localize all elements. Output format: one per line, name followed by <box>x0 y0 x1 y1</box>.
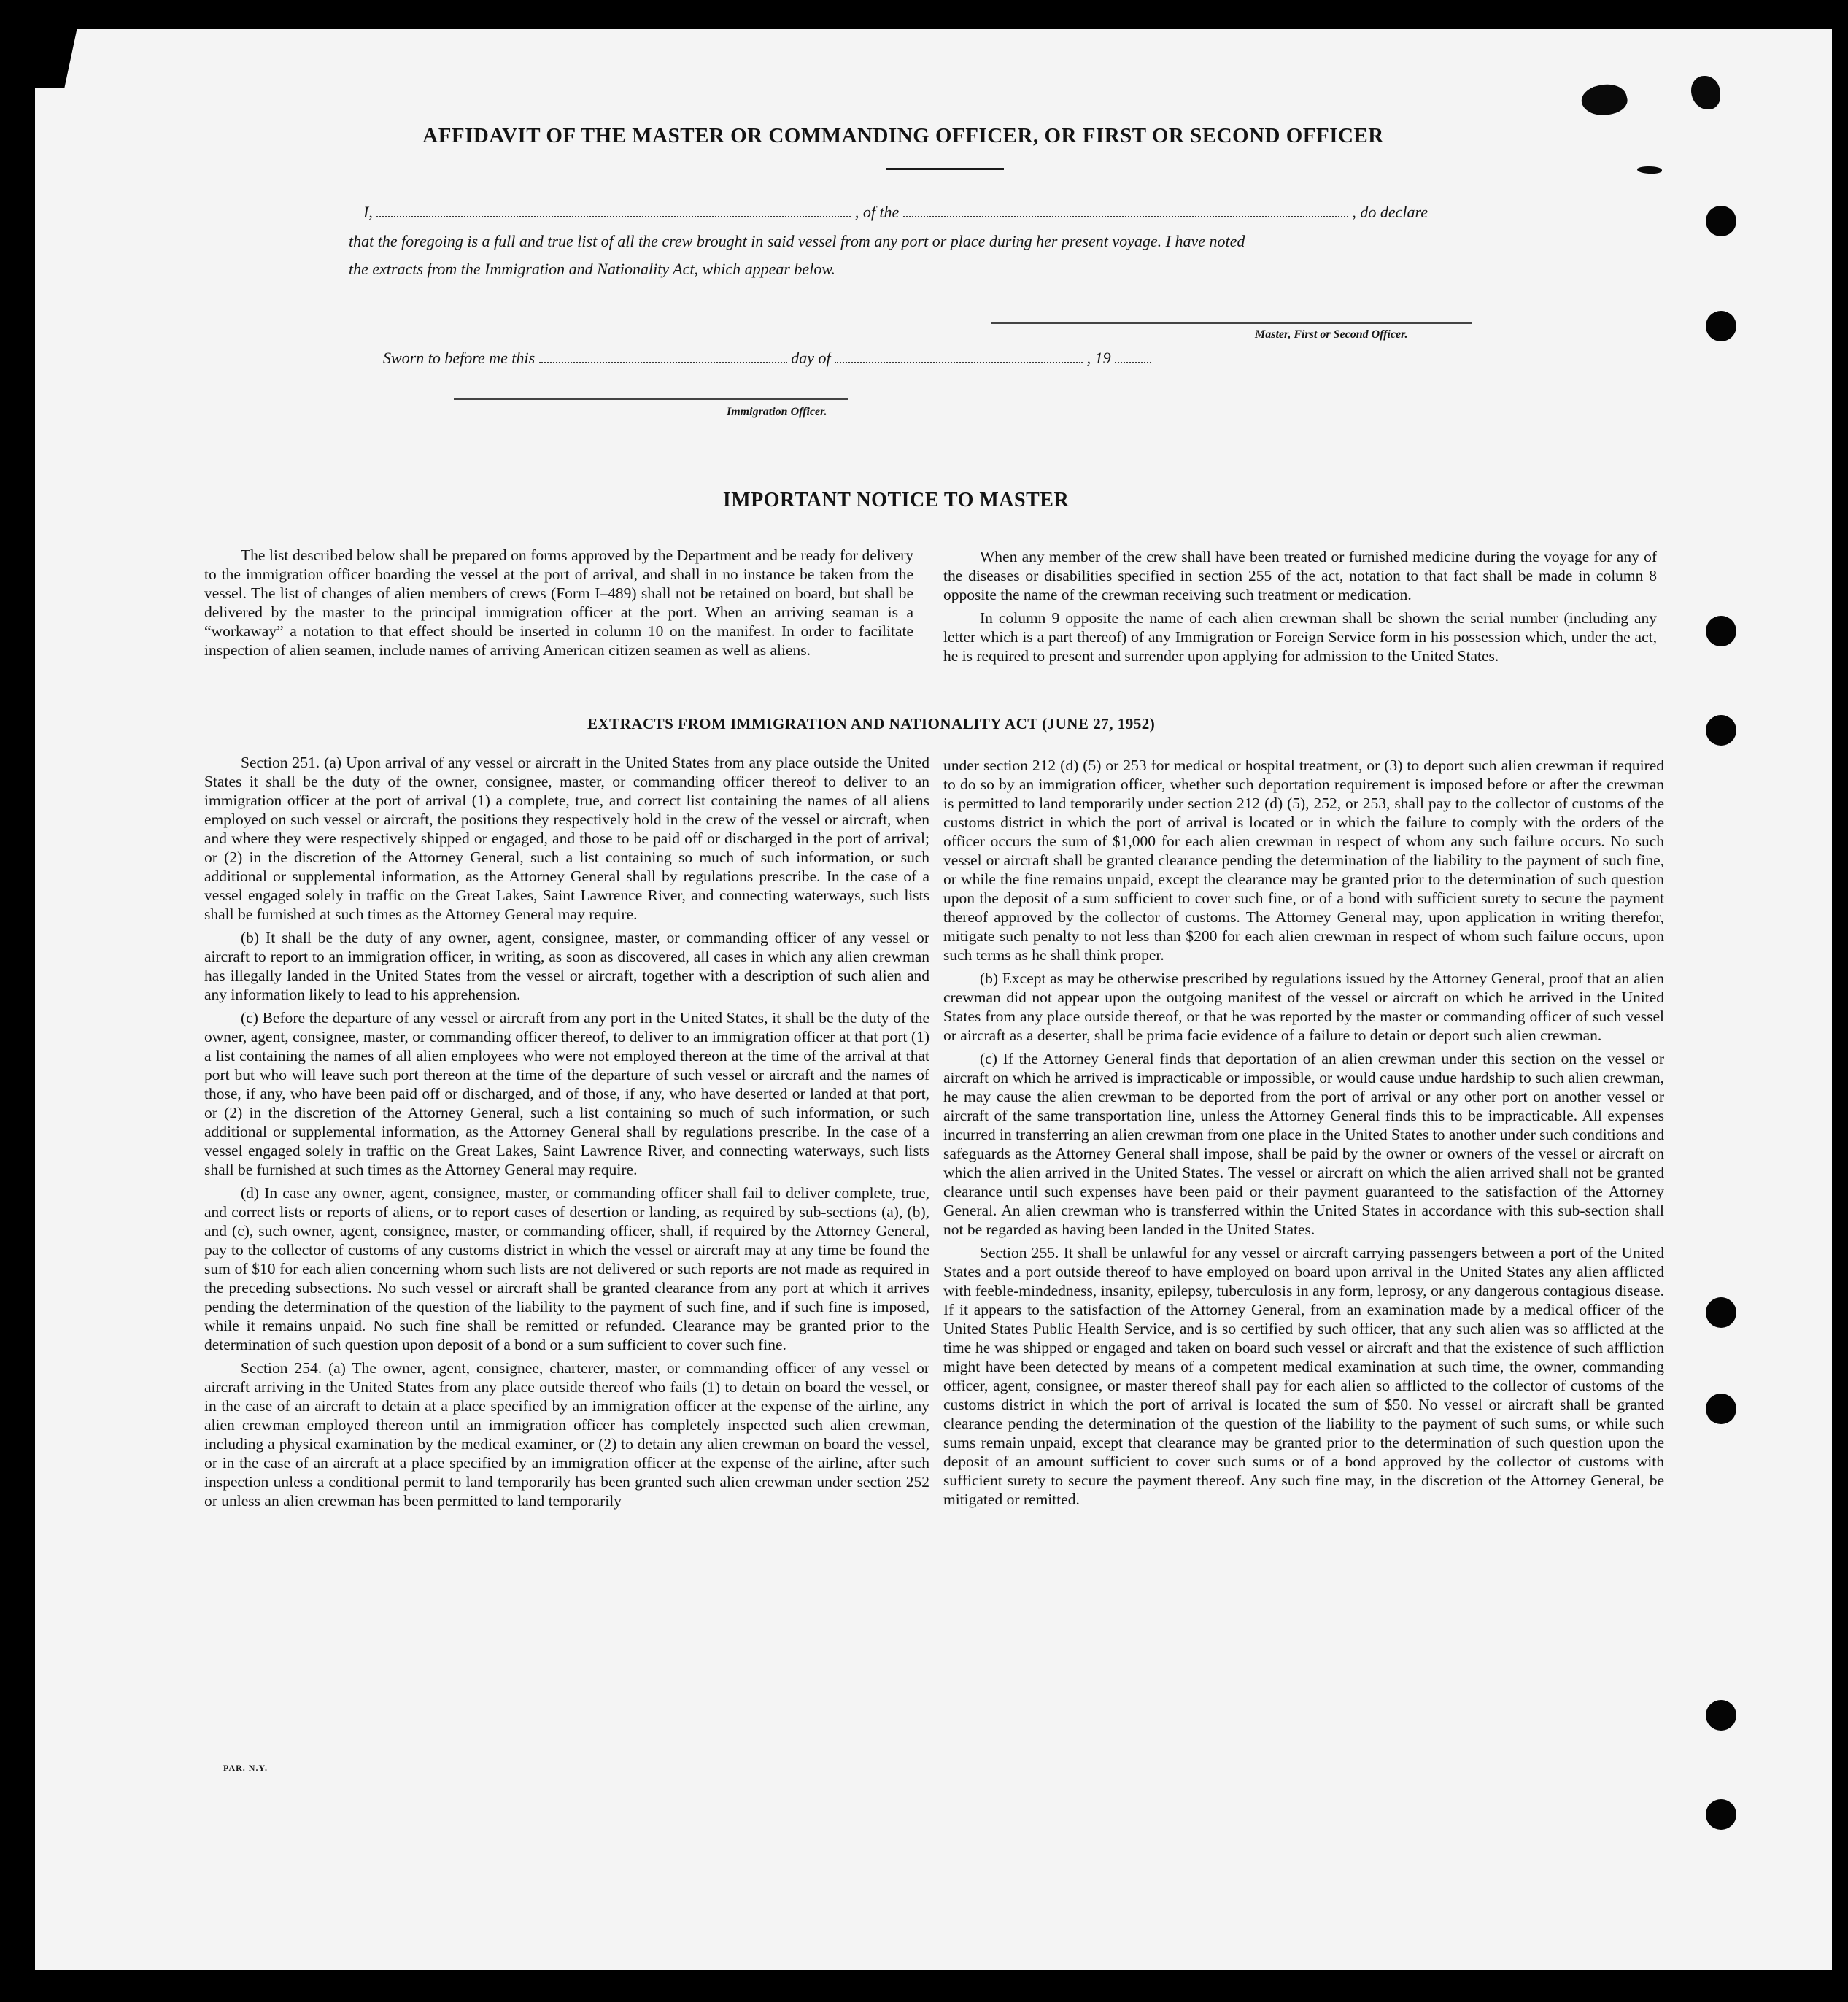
notice-title: IMPORTANT NOTICE TO MASTER <box>722 489 1070 511</box>
master-caption: Master, First or Second Officer. <box>1255 328 1408 341</box>
master-signature-line[interactable] <box>991 322 1472 324</box>
extract-paragraph: Section 251. (a) Upon arrival of any vessel or aircraft in the United States from any place outside the United States it shall be the duty of the owner, consignee, master, or commanding officer thereof to deliver to an immigration officer at the port of arrival (1) a complete, true, and correct list containing the names of all aliens employed on such vessel or aircraft, the positions they respectively hold in the crew of the vessel or aircraft, when and where they were respectively shipped or engaged, and those to be paid off or discharged in the port of arrival; or (2) in the discretion of the Attorney General, such a list containing so much of such information, or such additional or supplemental information, as the Attorney General shall by regulations prescribe. In the case of a vessel engaged solely in traffic on the Great Lakes, Saint Lawrence River, and connecting waterways, such lists shall be furnished at such times as the Attorney General may require. <box>204 754 929 923</box>
extract-paragraph: (b) It shall be the duty of any owner, agent, consignee, master, or commanding officer of any vessel or aircraft to report to an immigration officer, in writing, as soon as discovered, all cases in which any alien crewman has illegally landed in the United States from the vessel or aircraft, together with a description of such alien and any information likely to lead to his apprehension. <box>204 929 929 1003</box>
notice-right-paragraph-1: When any member of the crew shall have been treated or furnished medicine during the voyage for any of the diseases or disabilities specified in section 255 of the act, notation to that fact shall be made in column 8 opposite the name of the crewman receiving such treatment or medication. <box>943 548 1657 603</box>
binder-hole <box>1706 616 1736 646</box>
extracts-left-column <box>204 753 929 1515</box>
binder-hole <box>1706 715 1736 746</box>
binder-hole <box>1706 1394 1736 1424</box>
binder-hole <box>1706 206 1736 236</box>
officer-signature-line[interactable] <box>454 398 848 400</box>
vessel-field[interactable] <box>903 203 1348 217</box>
extract-paragraph: (c) Before the departure of any vessel or aircraft from any port in the United States, it shall be the duty of the owner, agent, consignee, master, or commanding officer thereof, to deliver to an immigration officer at that port (1) a list containing the names of all alien employees who were not employed thereon at the time of the arrival at that port but who will leave such port thereon at the time of the departure of such vessel or aircraft and the names of those, if any, who have been paid off or discharged, and of those, if any, who have deserted or landed at that port, or (2) in the discretion of the Attorney General, such a list containing so much of such information, or such additional or supplemental information, as the Attorney General shall by regulations prescribe. In the case of a vessel engaged solely in traffic on the Great Lakes, Saint Lawrence River, and connecting waterways, such lists shall be furnished at such times as the Attorney General may require. <box>204 1009 929 1178</box>
binder-hole <box>1706 1700 1736 1731</box>
line1-end: , do declare <box>1352 203 1428 221</box>
sworn-mid: day of <box>791 349 831 367</box>
sworn-year-field[interactable] <box>1115 349 1151 363</box>
sworn-end: , 19 <box>1086 349 1111 367</box>
declaration-line-2: that the foregoing is a full and true list of all the crew brought in said vessel from any port or place during her present voyage. I have noted <box>349 232 1245 250</box>
extract-paragraph: (c) If the Attorney General finds that deportation of an alien crewman under this section on the vessel or aircraft on which he arrived is impracticable or impossible, or would cause undue hardship to such alien crewman, he may cause the alien crewman to be deported from the port of arrival or any other port on another vessel or aircraft of the same transportation line, unless the Attorney General finds this to be impracticable. All expenses incurred in transferring an alien crewman from one place in the United States to another under such conditions and safeguards as the Attorney General shall impose, shall be paid by the owner or owners of the vessel or aircraft on which the alien arrived in the United States. The vessel or aircraft on which the alien arrived shall not be granted clearance until such expenses have been paid or their payment guaranteed to the satisfaction of the Attorney General. An alien crewman who is transferred within the United States in accordance with this sub-section shall not be regarded as having been landed in the United States. <box>943 1050 1664 1238</box>
binder-hole <box>1706 311 1736 341</box>
extracts-title: EXTRACTS FROM IMMIGRATION AND NATIONALITY ACT (JUNE 27, 1952) <box>587 715 1156 733</box>
declaration-line-3: the extracts from the Immigration and Nationality Act, which appear below. <box>349 260 835 278</box>
line1-start: I, <box>363 203 373 221</box>
extract-paragraph: (d) In case any owner, agent, consignee, master, or commanding officer shall fail to deliver complete, true, and correct lists or reports of aliens, or to report cases of desertion or landing, as required by sub-sections (a), (b), and (c), such owner, agent, consignee, master, or commanding officer, shall, if required by the Attorney General, pay to the collector of customs of any customs district in which the vessel or aircraft may at any time be found the sum of $10 for each alien concerning whom such lists are not delivered or such reports are not made as required in the preceding subsections. No such vessel or aircraft shall be granted clearance from any port at which it arrives pending the determination of the question of the liability to the payment of such fine, and if such fine is imposed, while it remains unpaid. No such fine shall be remitted or refunded. Clearance may be granted prior to the determination of such question upon deposit of a bond or a sum sufficient to cover such fine. <box>204 1184 929 1353</box>
notice-right-column <box>943 547 1657 670</box>
ink-blot <box>1579 80 1629 120</box>
declarant-line <box>363 203 1509 222</box>
sworn-month-field[interactable] <box>835 349 1083 363</box>
notice-right-paragraph-2: In column 9 opposite the name of each alien crewman shall be shown the serial number (including any letter which is a part thereof) of any Immigration or Foreign Service form in his possession which, under the act, he is required to present and surrender upon applying for admission to the United States. <box>943 609 1657 665</box>
ink-blot <box>1691 76 1720 109</box>
extract-paragraph: (b) Except as may be otherwise prescribed by regulations issued by the Attorney General, proof that an alien crewman did not appear upon the outgoing manifest of the vessel or aircraft on which he arrived in the United States from any place outside thereof, or that he was reported by the master or commanding officer of such vessel or aircraft as a deserter, shall be prima facie evidence of a failure to detain or deport such alien crewman. <box>943 970 1664 1044</box>
sworn-start: Sworn to before me this <box>383 349 536 367</box>
officer-caption: Immigration Officer. <box>727 406 827 418</box>
binder-hole <box>1706 1799 1736 1830</box>
extract-paragraph: under section 212 (d) (5) or 253 for medical or hospital treatment, or (3) to deport such alien crewman if required to do so by an immigration officer, whether such deportation requirement is imposed before or after the crewman is permitted to land temporarily under section 212 (d) (5), 252, or 253, shall pay to the collector of customs of the customs district in which the port of arrival is located or in which the failure to comply with the orders of the officer occurs the sum of $1,000 for each alien crewman in respect of whom any such failure occurs. No such vessel or aircraft shall be granted clearance pending the determination of the liability to the payment of such fine, or while the fine remains unpaid, except the clearance may be granted prior to the determination of such question upon the deposit of a sum sufficient to cover such fine, or of a bond with sufficient surety to secure the payment thereof approved by the collector of customs. The Attorney General may, upon application in writing therefor, mitigate such penalty to not less than $200 for each alien crewman in respect of whom such failure occurs, upon such terms as he shall think proper. <box>943 757 1664 964</box>
binder-hole <box>1706 1297 1736 1328</box>
line1-mid: , of the <box>854 203 900 221</box>
printer-mark: PAR. N.Y. <box>223 1763 268 1773</box>
notice-left-column <box>204 546 913 664</box>
extract-paragraph: Section 254. (a) The owner, agent, consignee, charterer, master, or commanding officer of any vessel or aircraft arriving in the United States from any place outside thereof who fails (1) to detain on board the vessel, or in the case of an aircraft to detain at a place specified by an immigration officer at the expense of the airline, any alien crewman employed thereon until an immigration officer has completely inspected such alien crewman, including a physical examination by the medical examiner, or (2) to detain any alien crewman on board the vessel, or in the case of an aircraft at a place specified by an immigration officer at the expense of the airline, after such inspection unless a conditional permit to land temporarily has been granted such alien crewman under section 252 or unless an alien crewman has been permitted to land temporarily <box>204 1359 929 1510</box>
ink-blot <box>1637 166 1662 174</box>
extract-paragraph: Section 255. It shall be unlawful for any vessel or aircraft carrying passengers between a port of the United States and a port outside thereof to have employed on board upon arrival in the United States any alien afflicted with feeble-mindedness, insanity, epilepsy, tuberculosis in any form, leprosy, or any dangerous contagious disease. If it appears to the satisfaction of the Attorney General, from an examination made by a medical officer of the United States Public Health Service, and is so certified by such officer, that any such alien was so afflicted at the time he was shipped or engaged and taken on board such vessel or aircraft and that the existence of such affliction might have been detected by means of a competent medical examination at such time, the owner, commanding officer, agent, consignee, or master thereof shall pay for each alien so afflicted to the collector of customs of the customs district in which the port of arrival is located the sum of $50. No vessel or aircraft shall be granted clearance pending the determination of the question of the liability to the payment of such sums, or while such sums remain unpaid, except that clearance may be granted prior to the determination of such question upon the deposit of an amount sufficient to cover such sums or of a bond approved by the collector of customs with sufficient surety to secure the payment thereof. Any such fine may, in the discretion of the Attorney General, be mitigated or remitted. <box>943 1244 1664 1508</box>
affidavit-title: AFFIDAVIT OF THE MASTER OR COMMANDING OFFICER, OR FIRST OR SECOND OFFICER <box>422 124 1384 147</box>
document-page <box>35 29 1832 1970</box>
extracts-right-column <box>943 756 1664 1513</box>
name-field[interactable] <box>376 203 851 217</box>
title-rule <box>886 168 1004 170</box>
notice-left-paragraph: The list described below shall be prepared on forms approved by the Department and be ready for delivery to the immigration officer boarding the vessel at the port of arrival, and shall in no instance be taken from the vessel. The list of changes of alien members of crews (Form I–489) shall not be retained on board, but shall be delivered by the master to the principal immigration officer at the port. When an arriving seaman is a “workaway” a notation to that effect should be inserted in column 10 on the manifest. In order to facilitate inspection of alien seamen, include names of arriving American citizen seamen as well as aliens. <box>204 546 913 659</box>
sworn-line <box>383 349 1151 368</box>
sworn-day-field[interactable] <box>539 349 787 363</box>
